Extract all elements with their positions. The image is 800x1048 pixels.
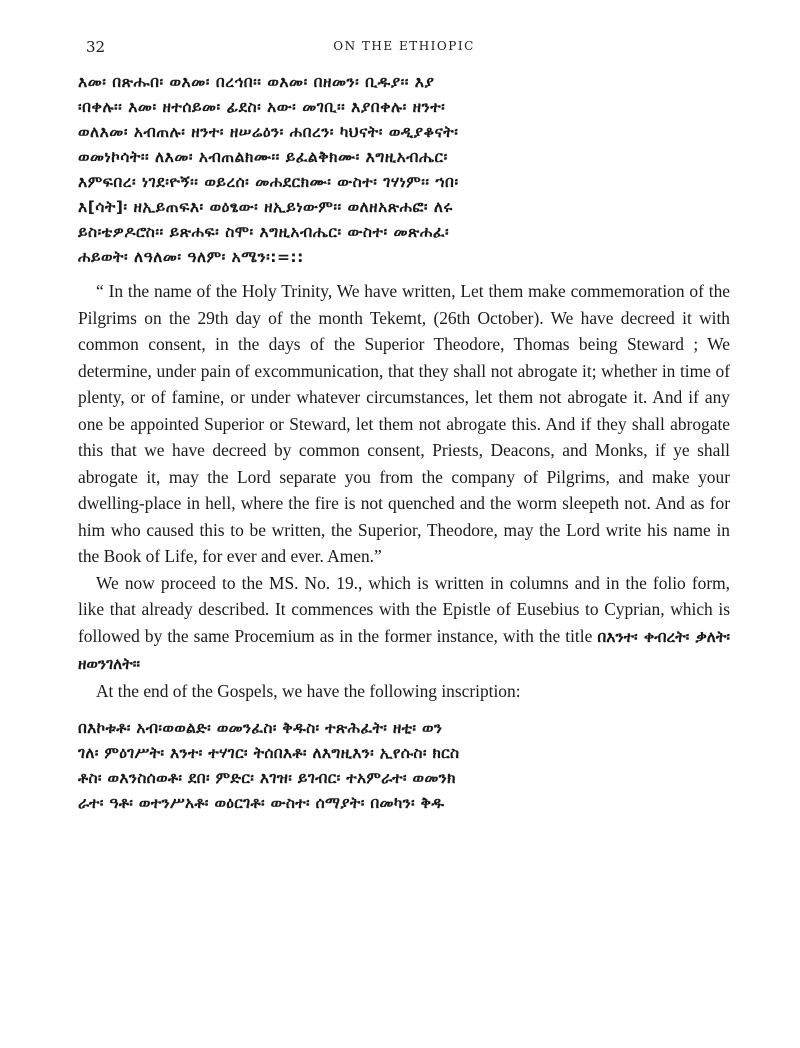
ethiopic-line: ይስ፡ቴዎዶሮስ፡፡ ይጽሐፍ፡ ስሞ፡ እግዚአብሔር፡ ውስተ፡ መጽሐፈ፡	[78, 223, 450, 241]
ethiopic-line: ወለእመ፡ አብጠሉ፡ ዘንተ፡ ዘሠሬዕን፡ ሐበረን፡ ካህናት፡ ወዲያቆናት፡	[78, 123, 459, 141]
inscription-line: ቶስ፡ ወእንስሰወቶ፡ ደበ፡ ምድር፡ እገዝ፡ ይገብር፡ ተአምራተ፡ ወመንክ	[78, 769, 456, 787]
ethiopic-line: ሐይወት፡ ለዓለመ፡ ዓለም፡ አሜን፡:=::	[78, 248, 304, 266]
inscription-line: ገለ፡ ምዕገሥት፡ እንተ፡ ተሃገር፡ ትሰበእቶ፡ ለእግዚእን፡ ኢየሱስ፡ ክርስ	[78, 744, 460, 762]
body-paragraph-text: We now proceed to the MS. No. 19., which is written in columns and in the folio form, like that already described. It commences with the Epistle of Eusebius to Cyprian, which is followed by the same Procemium as in the former instance, with the title	[78, 572, 730, 646]
running-title: ON THE ETHIOPIC	[333, 39, 475, 53]
ethiopic-line: እመ፡ በጽሑበ፡ ወእመ፡ በረኅበ፡፡ ወእመ፡ በዘመን፡ ቢዱያ፡፡ እያ	[78, 73, 435, 91]
ethiopic-line: ወመነኮሳት፡፡ ለእመ፡ አብጠልክሙ፡፡ ይፈልቅክሙ፡ እግዚአብሔር፡	[78, 148, 448, 166]
inscription-line: ራተ፡ ዓቶ፡ ወተንሥአቶ፡ ወዕርገቶ፡ ውስተ፡ ሰማያት፡ በመካን፡ ቅዱ	[78, 794, 445, 812]
ethiopic-line: እ[ሳት]፡ ዘኢይጠፍእ፡ ወዕፄው፡ ዘኢይነውም፡፡ ወለዘአጽሐፎ፡ ለሩ	[78, 198, 453, 216]
ethiopic-line: እምፍበረ፡ ነገደ፡ዮኝ፡፡ ወይረሰ፡ መሐደርክሙ፡ ውስተ፡ ገሃነም፡፡ ኀበ፡	[78, 173, 459, 191]
english-translation: “ In the name of the Holy Trinity, We have written, Let them make commemoration of the Pilgrims on the 29th day of the month Tekemt, (26th October). We have decreed it with common consent, in the days of the Superior Theodore, Thomas being Steward ; We determine, under pain of excommunication, that they shall not abrogate it; whether in time of plenty, or of famine, or under whatever circumstances, let them not abrogate it. And if any one be appointed Superior or Steward, let them not abrogate this. And if they shall abrogate this that we have decreed by common consent, Priests, Deacons, and Monks, if ye shall abrogate it, may the Lord separate you from the company of Pilgrims, and make your dwelling-place in hell, where the fire is not quenched and the worm sleepeth not. And as for him who caused this to be written, the Superior, Theodore, may the Lord write his name in the Book of Life, for ever and ever. Amen.”	[78, 281, 730, 566]
running-head	[78, 0, 730, 60]
inscription-line: በእኮቱቶ፡ አብ፡ወወልድ፡ ወመንፈስ፡ ቅዱስ፡ ተጽሕፈት፡ ዘቲ፡ ወን	[78, 719, 443, 737]
ethiopic-title: በእንተ፡ ቀብረት፡ ቃለት፡ ዘወንገለት፡፡	[78, 627, 730, 673]
body-paragraph	[78, 570, 730, 678]
page-number: 32	[86, 38, 106, 56]
gospels-intro: At the end of the Gospels, we have the following inscription:	[96, 680, 521, 701]
ethiopic-colophon	[78, 70, 730, 270]
ethiopic-line: ፡በቀሉ፡፡ እመ፡ ዘተሰይመ፡ ፊደስ፡ አው፡ መገቢ፡፡ እያበቀሉ፡ ዘንተ፡	[78, 98, 446, 116]
ethiopic-inscription	[78, 716, 730, 816]
